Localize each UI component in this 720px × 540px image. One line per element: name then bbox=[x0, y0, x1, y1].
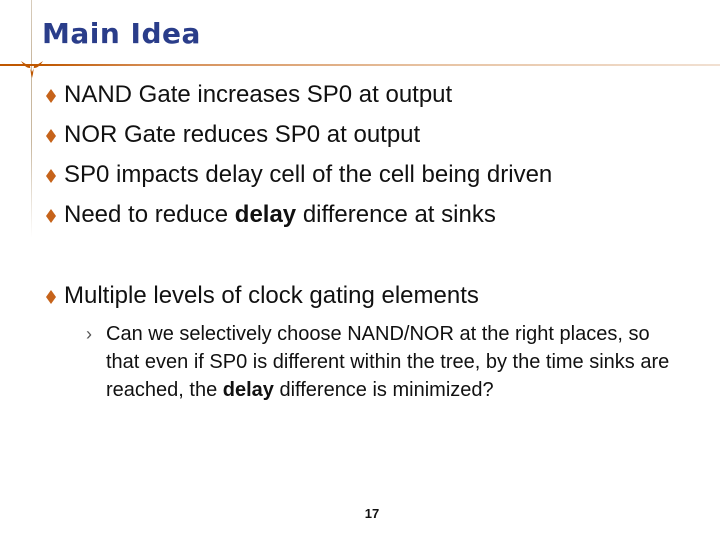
bullet-item bbox=[46, 161, 552, 189]
bullet-text: NOR Gate reduces SP0 at output bbox=[64, 121, 421, 148]
sub-bullet-text-bold: delay bbox=[222, 379, 274, 401]
page-number: 17 bbox=[364, 506, 380, 521]
bullet-item bbox=[46, 81, 452, 109]
diamond-bullet-icon bbox=[46, 129, 56, 143]
bullet-item bbox=[46, 282, 479, 310]
vertical-rule bbox=[31, 0, 32, 238]
sub-bullet-text-pre: Can we selectively choose NAND/NOR at the right places, so that even if SP0 is different within the tree, by the time sinks are reached, the bbox=[106, 323, 670, 401]
diamond-bullet-icon bbox=[46, 209, 56, 223]
horizontal-rule bbox=[0, 64, 720, 66]
bullet-text: SP0 impacts delay cell of the cell being driven bbox=[64, 161, 553, 188]
longhorn-icon bbox=[20, 58, 44, 80]
bullet-text: Multiple levels of clock gating elements bbox=[64, 282, 479, 309]
sub-bullet-text bbox=[106, 320, 686, 404]
diamond-bullet-icon bbox=[46, 89, 56, 103]
chevron-right-icon: › bbox=[86, 324, 92, 344]
bullet-text-bold: delay bbox=[234, 201, 297, 228]
bullet-item bbox=[46, 201, 496, 229]
bullet-item bbox=[46, 121, 420, 149]
sub-bullet-item bbox=[86, 320, 686, 404]
diamond-bullet-icon bbox=[46, 290, 56, 304]
sub-bullet-text-post: difference is minimized? bbox=[273, 379, 494, 401]
page-title: Main Idea bbox=[42, 17, 201, 50]
bullet-text-post: difference at sinks bbox=[296, 201, 496, 228]
bullet-text: NAND Gate increases SP0 at output bbox=[64, 81, 453, 108]
diamond-bullet-icon bbox=[46, 169, 56, 183]
bullet-text-pre: Need to reduce bbox=[64, 201, 235, 228]
